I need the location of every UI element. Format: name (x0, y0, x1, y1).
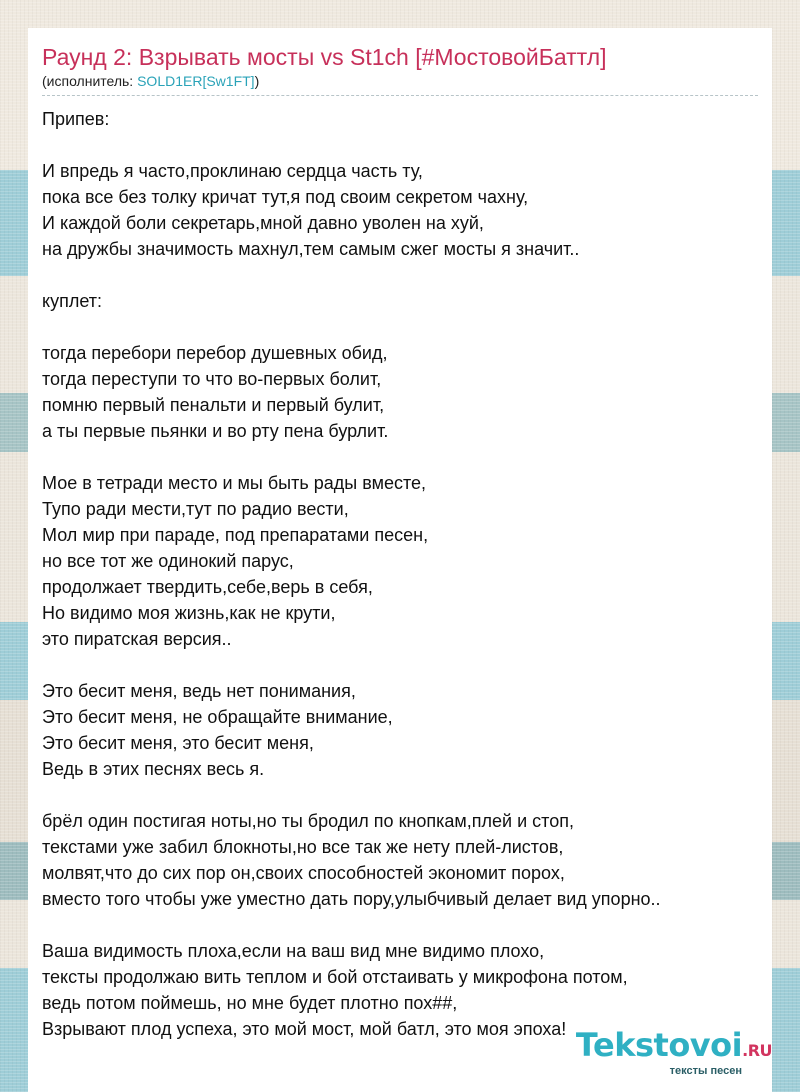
lyric-line: Это бесит меня, это бесит меня, (42, 733, 314, 753)
lyric-line: тогда переступи то что во-первых болит, (42, 369, 382, 389)
page-title: Раунд 2: Взрывать мосты vs St1ch [#МостовойБаттл] (42, 44, 607, 70)
lyric-line: Тупо ради мести,тут по радио вести, (42, 499, 349, 519)
lyric-line: Мол мир при параде, под препаратами песен, (42, 525, 429, 545)
performer-prefix: (исполнитель: (42, 73, 138, 89)
lyric-line: а ты первые пьянки и во рту пена бурлит. (42, 421, 389, 441)
logo-suffix: .RU (742, 1041, 772, 1060)
site-logo[interactable] (576, 1028, 772, 1077)
lyric-line: пока все без толку кричат тут,я под своим секретом чахну, (42, 187, 529, 207)
lyric-line (42, 444, 758, 470)
lyric-line: текстами уже забил блокноты,но все так же нету плей-листов, (42, 837, 564, 857)
lyric-line: тексты продолжаю вить теплом и бой отстаивать у микрофона потом, (42, 967, 628, 987)
lyric-line: тогда перебори перебор душевных обид, (42, 343, 388, 363)
lyric-line: брёл один постигая ноты,но ты бродил по кнопкам,плей и стоп, (42, 811, 574, 831)
lyric-line: ведь потом поймешь, но мне будет плотно пох##, (42, 993, 458, 1013)
lyric-line: молвят,что до сих пор он,своих способностей экономит порох, (42, 863, 565, 883)
logo-tagline: тексты песен (669, 1065, 742, 1077)
lyric-line: Но видимо моя жизнь,как не крути, (42, 603, 336, 623)
lyric-line: куплет: (42, 291, 102, 311)
performer-info (42, 73, 758, 96)
lyric-line: И каждой боли секретарь,мной давно уволен на хуй, (42, 213, 484, 233)
lyric-line: Это бесит меня, не обращайте внимание, (42, 707, 393, 727)
performer-link[interactable]: SOLD1ER[Sw1FT] (137, 73, 255, 89)
logo-text: Tekstovoi (575, 1026, 743, 1064)
lyric-line: Припев: (42, 109, 110, 129)
performer-suffix: ) (254, 73, 260, 89)
lyric-line (42, 314, 758, 340)
lyric-line: на дружбы значимость махнул,тем самым сжег мосты я значит.. (42, 239, 580, 259)
lyric-line: Взрывают плод успеха, это мой мост, мой батл, это моя эпоха! (42, 1019, 567, 1039)
lyric-line: продолжает твердить,себе,верь в себя, (42, 577, 373, 597)
lyric-line (42, 132, 758, 158)
lyric-line: Ваша видимость плоха,если на ваш вид мне видимо плохо, (42, 941, 545, 961)
lyrics-card (28, 28, 772, 1092)
lyric-line: Мое в тетради место и мы быть рады вместе, (42, 473, 427, 493)
lyric-line: помню первый пенальти и первый булит, (42, 395, 385, 415)
lyric-line (42, 262, 758, 288)
lyric-line: Ведь в этих песнях весь я. (42, 759, 265, 779)
lyric-line (42, 782, 758, 808)
lyric-line: И впредь я часто,проклинаю сердца часть ту, (42, 161, 423, 181)
lyric-line (42, 912, 758, 938)
lyric-line: Это бесит меня, ведь нет понимания, (42, 681, 356, 701)
lyrics-body (42, 106, 758, 1042)
lyric-line (42, 652, 758, 678)
lyric-line: но все тот же одинокий парус, (42, 551, 294, 571)
lyric-line: вместо того чтобы уже уместно дать пору,улыбчивый делает вид упорно.. (42, 889, 661, 909)
lyric-line: это пиратская версия.. (42, 629, 232, 649)
